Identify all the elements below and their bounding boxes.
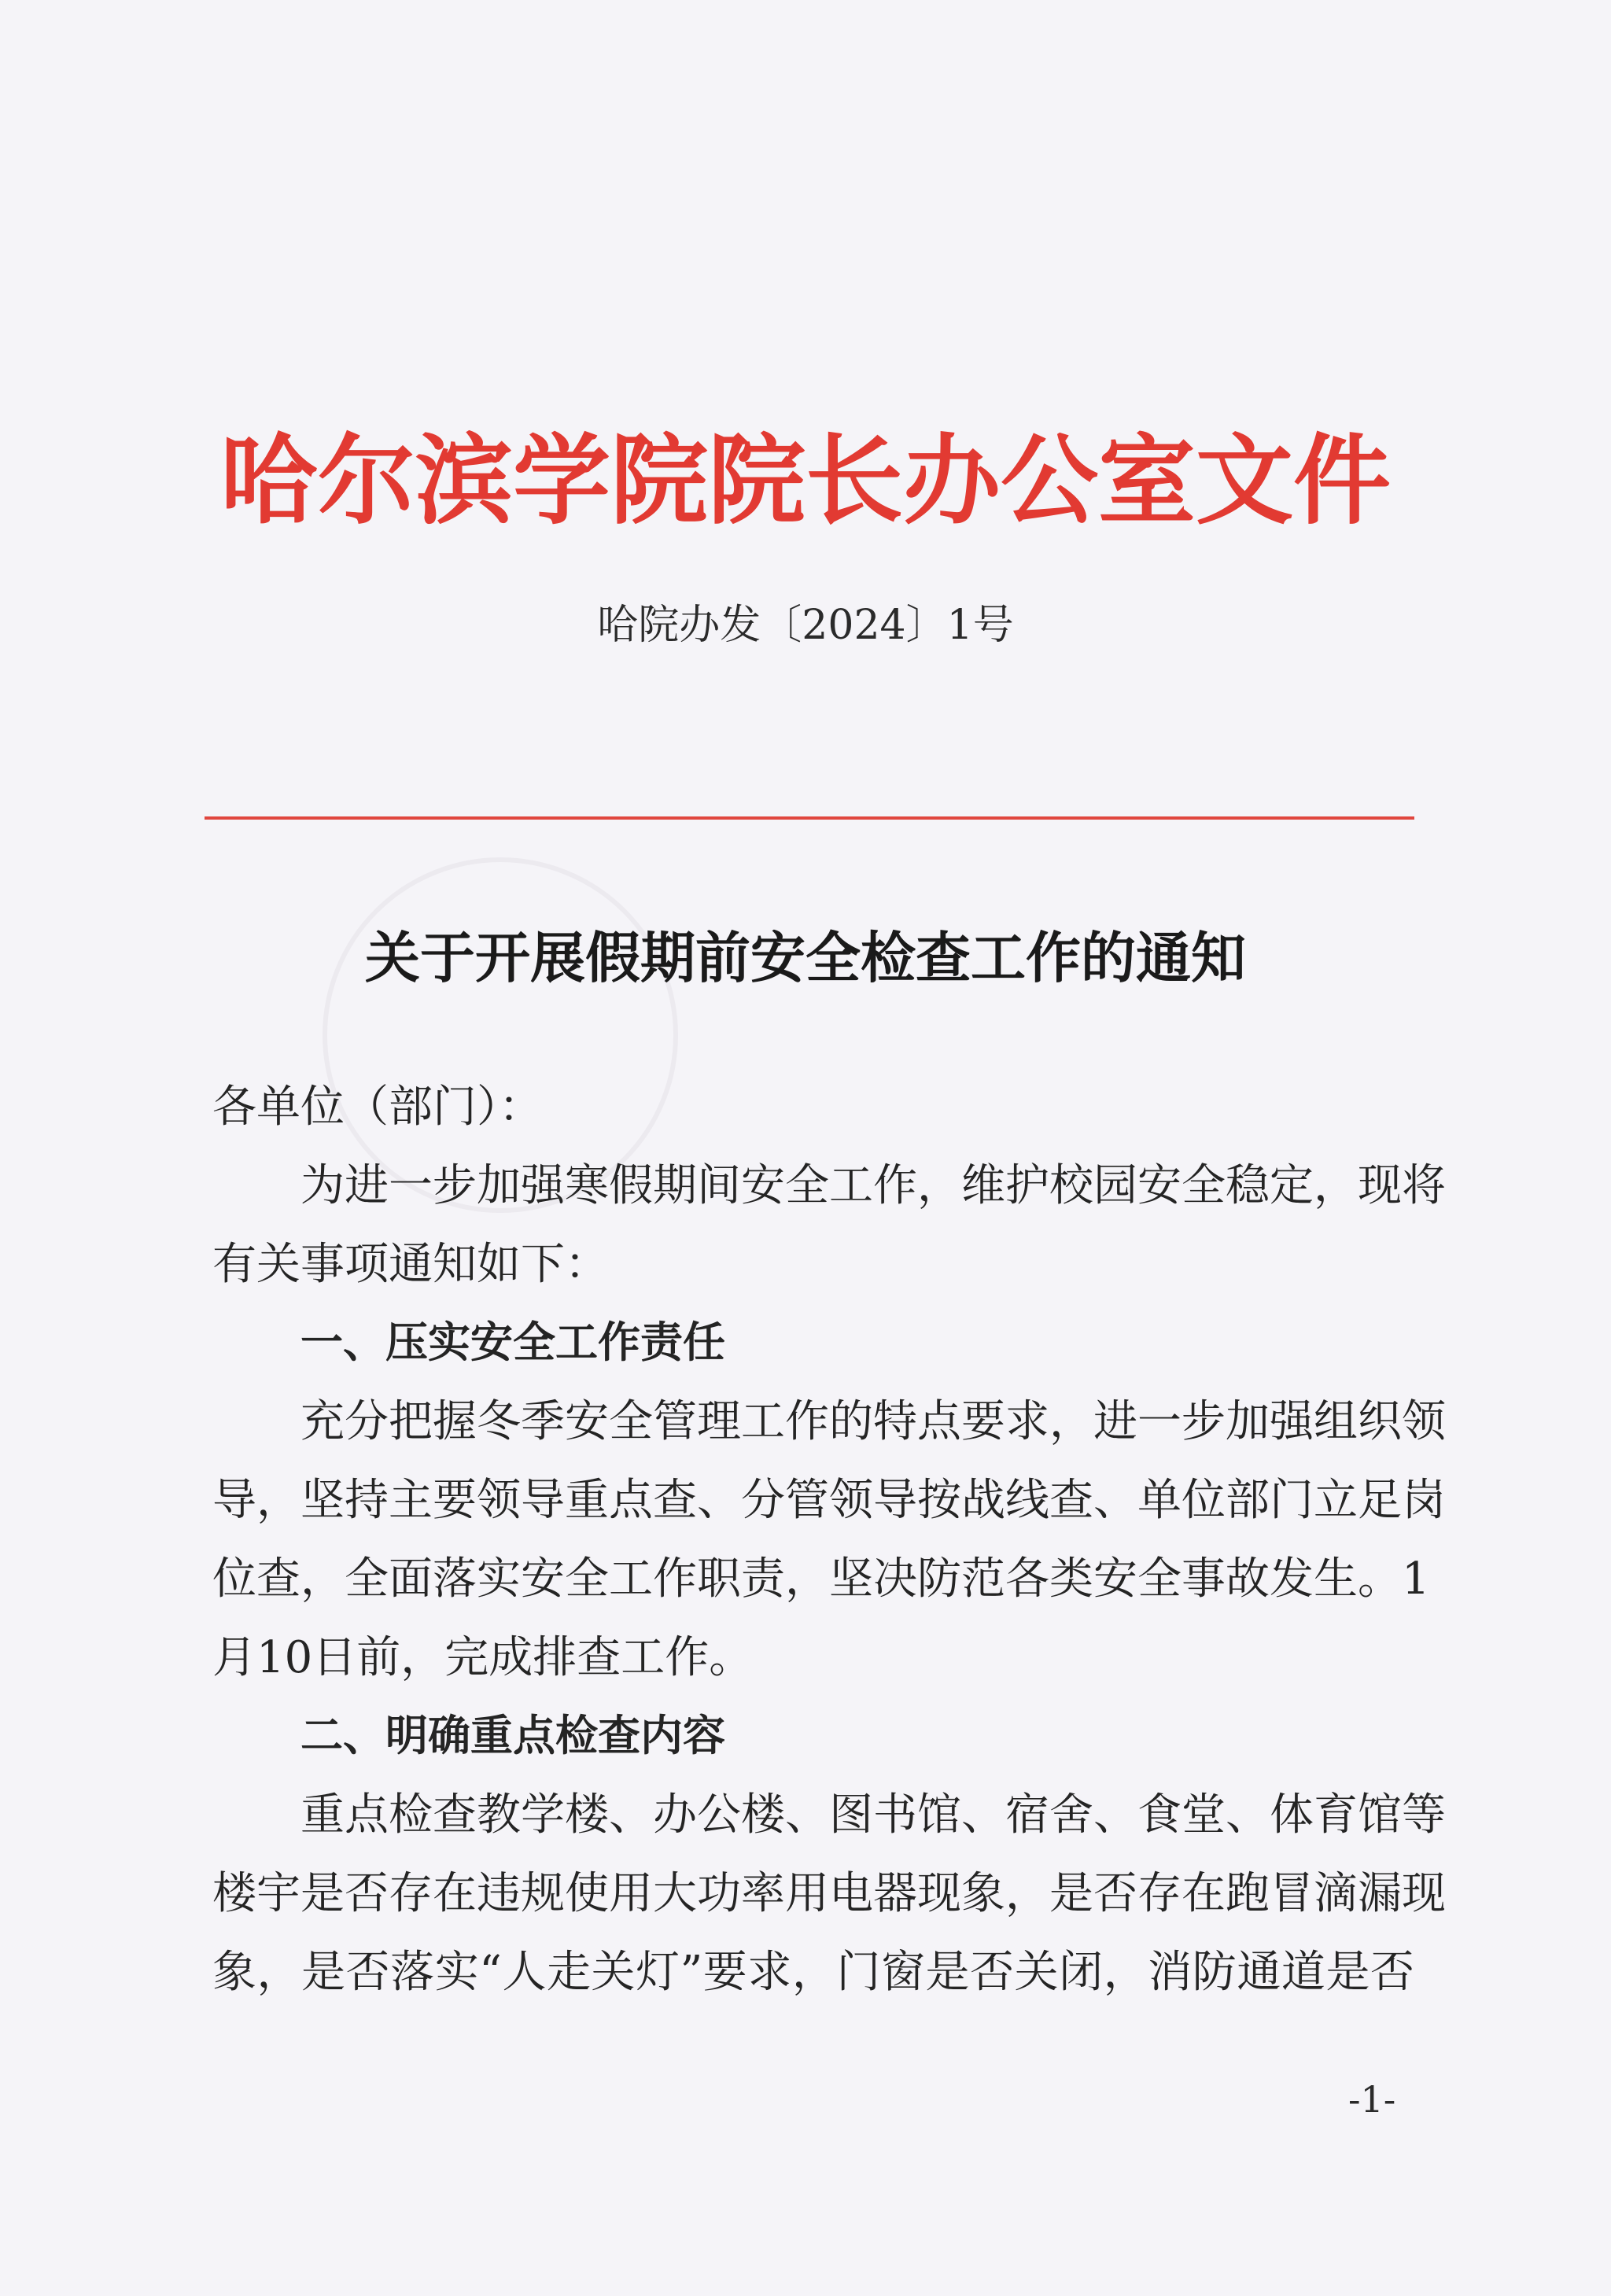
intro-line-1: 为进一步加强寒假期间安全工作，维护校园安全稳定，现将 [300, 1160, 1446, 1211]
page-number: -1- [1348, 2078, 1396, 2121]
section-2-line-3: 象，是否落实“人走关灯”要求，门窗是否关闭，消防通道是否 [212, 1947, 1414, 1998]
section-heading-1: 一、压实安全工作责任 [300, 1318, 725, 1367]
notice-title: 关于开展假期前安全检查工作的通知 [365, 925, 1246, 990]
section-2-line-2: 楼宇是否存在违规使用大功率用电器现象，是否存在跑冒滴漏现 [212, 1868, 1446, 1919]
document-number: 哈院办发〔2024〕1号 [597, 602, 1014, 649]
section-2-line-1: 重点检查教学楼、办公楼、图书馆、宿舍、食堂、体育馆等 [300, 1789, 1446, 1841]
red-separator-line [205, 816, 1414, 820]
issuer-header: 哈尔滨学院院长办公室文件 [219, 424, 1391, 538]
section-1-line-3: 位查，全面落实安全工作职责，坚决防范各类安全事故发生。1 [212, 1553, 1430, 1605]
intro-line-2: 有关事项通知如下： [212, 1239, 609, 1290]
section-1-line-2: 导，坚持主要领导重点查、分管领导按战线查、单位部门立足岗 [212, 1475, 1446, 1526]
section-1-line-1: 充分把握冬季安全管理工作的特点要求，进一步加强组织领 [300, 1396, 1446, 1447]
section-heading-2: 二、明确重点检查内容 [300, 1711, 725, 1760]
salutation: 各单位（部门）： [212, 1082, 543, 1133]
section-1-line-4: 月10日前，完成排查工作。 [212, 1632, 754, 1683]
